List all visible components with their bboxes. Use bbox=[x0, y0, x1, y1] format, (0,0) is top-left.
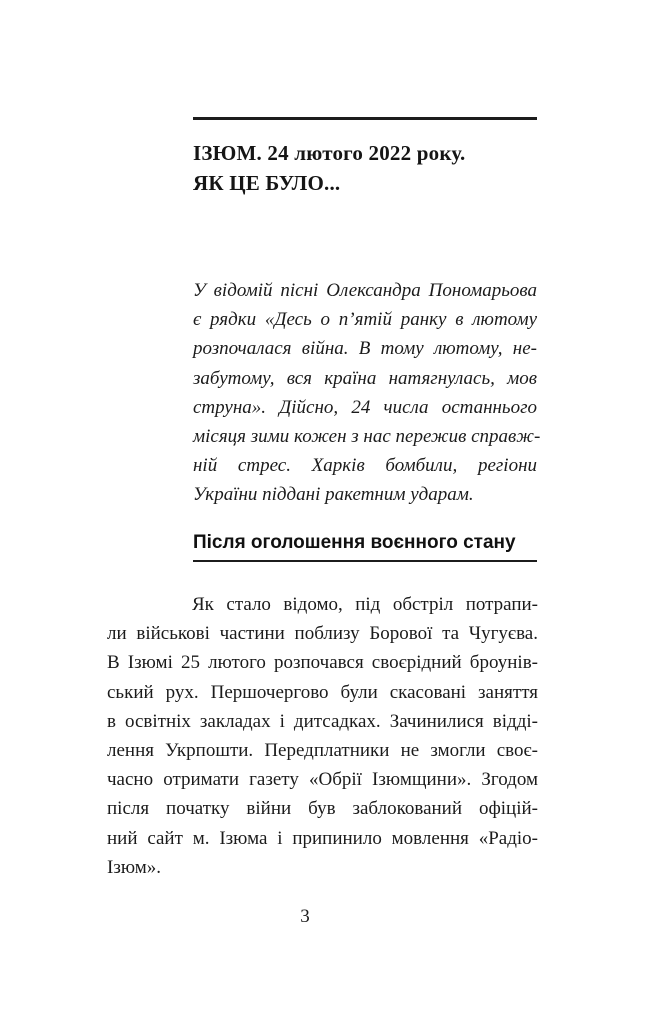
chapter-title bbox=[193, 138, 553, 198]
quote-line: розпочалася війна. В тому лютому, не- bbox=[193, 338, 537, 360]
body-line: ли військові частини поблизу Борової та Чугуєва. bbox=[107, 623, 538, 645]
quote-line: струна». Дійсно, 24 числа останнього bbox=[193, 396, 537, 418]
chapter-title-line-1: ІЗЮМ. 24 лютого 2022 року. bbox=[193, 141, 466, 165]
body-line: ський рух. Першочергово були скасовані заняття bbox=[107, 681, 538, 703]
body-paragraph bbox=[107, 590, 538, 882]
chapter-top-rule bbox=[193, 117, 537, 120]
body-line: після початку війни був заблокований офіцій- bbox=[107, 798, 538, 820]
body-line: в освітніх закладах і дитсадках. Зачинилися відді- bbox=[107, 710, 538, 732]
page-number: 3 bbox=[300, 906, 310, 927]
body-line: часно отримати газету «Обрії Ізюмщини». Згодом bbox=[107, 769, 538, 791]
section-heading: Після оголошення воєнного стану bbox=[193, 532, 516, 553]
section-heading-rule bbox=[193, 560, 537, 562]
body-line: Ізюм». bbox=[107, 856, 162, 878]
quote-line: У відомій пісні Олександра Пономарьова bbox=[193, 280, 537, 301]
body-line: В Ізюмі 25 лютого розпочався своєрідний броунів- bbox=[107, 652, 538, 674]
chapter-title-line-2: ЯК ЦЕ БУЛО... bbox=[193, 171, 341, 195]
quote-line: ній стрес. Харків бомбили, регіони bbox=[193, 455, 537, 477]
quote-line: України піддані ракетним ударам. bbox=[193, 484, 474, 506]
quote-line: забутому, вся країна натягнулась, мов bbox=[193, 367, 537, 389]
quote-line: є рядки «Десь о п’ятій ранку в лютому bbox=[193, 309, 537, 331]
body-line: ний сайт м. Ізюма і припинило мовлення «Радіо- bbox=[107, 827, 538, 849]
body-line: Як стало відомо, під обстріл потрапи- bbox=[192, 594, 538, 615]
quote-line: місяця зими кожен з нас пережив справж- bbox=[193, 426, 541, 448]
epigraph-quote bbox=[193, 276, 541, 510]
body-line: лення Укрпошти. Передплатники не змогли своє- bbox=[107, 740, 538, 762]
